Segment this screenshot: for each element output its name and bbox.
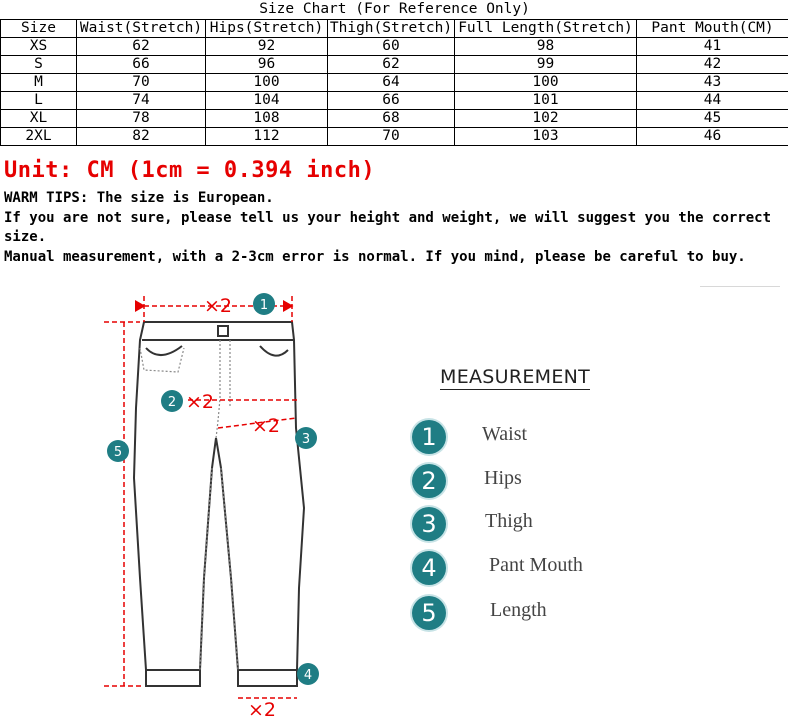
table-cell: 100 xyxy=(455,74,637,92)
table-cell: 66 xyxy=(328,92,455,110)
legend-label-hips: Hips xyxy=(484,467,522,489)
table-row xyxy=(1,56,788,74)
size-cell: S xyxy=(1,56,77,74)
table-cell: 41 xyxy=(637,38,788,56)
warm-tips-text: WARM TIPS: The size is European. xyxy=(4,190,274,206)
table-cell: 42 xyxy=(637,56,788,74)
table-cell: 62 xyxy=(77,38,206,56)
badge-waist xyxy=(253,293,275,315)
measurement-title: MEASUREMENT xyxy=(440,366,591,388)
legend-label-pant-mouth: Pant Mouth xyxy=(489,554,583,576)
size-cell: XS xyxy=(1,38,77,56)
svg-text:3: 3 xyxy=(301,432,311,447)
header-thigh: Thigh(Stretch) xyxy=(328,20,455,38)
table-cell: 74 xyxy=(77,92,206,110)
number-one-icon: 1 xyxy=(412,420,446,454)
table-cell: 103 xyxy=(455,128,637,146)
number-two-icon: 2 xyxy=(412,464,446,498)
table-cell: 101 xyxy=(455,92,637,110)
header-full-length: Full Length(Stretch) xyxy=(455,20,637,38)
manual-measurement-text: Manual measurement, with a 2-3cm error is normal. If you mind, please be careful to buy. xyxy=(4,248,746,265)
legend-label-thigh: Thigh xyxy=(485,510,533,532)
table-row xyxy=(1,74,788,92)
suggest-size-text: If you are not sure, please tell us your height and weight, we will suggest you the correct size. xyxy=(4,209,772,245)
table-row xyxy=(1,38,788,56)
table-cell: 70 xyxy=(328,128,455,146)
divider xyxy=(700,286,780,287)
size-cell: M xyxy=(1,74,77,92)
badge-length xyxy=(107,440,129,462)
table-row xyxy=(1,110,788,128)
hips-x2-label: ×2 xyxy=(186,391,215,413)
svg-text:4: 4 xyxy=(303,668,313,683)
table-cell: 99 xyxy=(455,56,637,74)
legend-label-length: Length xyxy=(490,599,547,621)
table-cell: 112 xyxy=(206,128,328,146)
table-cell: 64 xyxy=(328,74,455,92)
header-size: Size xyxy=(1,20,77,38)
table-cell: 46 xyxy=(637,128,788,146)
unit-note: Unit: CM (1cm = 0.394 inch) xyxy=(4,158,376,183)
table-cell: 96 xyxy=(206,56,328,74)
size-cell: XL xyxy=(1,110,77,128)
badge-hips xyxy=(161,390,183,412)
table-cell: 60 xyxy=(328,38,455,56)
svg-text:2: 2 xyxy=(167,395,177,410)
number-five-icon: 5 xyxy=(412,596,446,630)
table-cell: 104 xyxy=(206,92,328,110)
size-chart-caption: Size Chart (For Reference Only) xyxy=(1,0,788,20)
table-cell: 82 xyxy=(77,128,206,146)
table-cell: 98 xyxy=(455,38,637,56)
table-cell: 100 xyxy=(206,74,328,92)
table-cell: 68 xyxy=(328,110,455,128)
table-cell: 102 xyxy=(455,110,637,128)
header-hips: Hips(Stretch) xyxy=(206,20,328,38)
table-row xyxy=(1,92,788,110)
svg-text:5: 5 xyxy=(113,445,123,460)
legend-label-waist: Waist xyxy=(482,423,528,445)
pant-mouth-x2-label: ×2 xyxy=(248,699,277,721)
size-cell: 2XL xyxy=(1,128,77,146)
table-cell: 108 xyxy=(206,110,328,128)
size-cell: L xyxy=(1,92,77,110)
table-row xyxy=(1,128,788,146)
badge-thigh xyxy=(295,427,317,449)
number-three-icon: 3 xyxy=(412,507,446,541)
size-chart-table xyxy=(0,0,788,146)
table-cell: 62 xyxy=(328,56,455,74)
table-cell: 70 xyxy=(77,74,206,92)
jeans-diagram xyxy=(100,288,330,723)
number-four-icon: 4 xyxy=(412,551,446,585)
table-cell: 92 xyxy=(206,38,328,56)
header-waist: Waist(Stretch) xyxy=(77,20,206,38)
jeans-outline xyxy=(134,322,304,686)
thigh-x2-label: ×2 xyxy=(252,415,281,437)
tips-block xyxy=(4,189,784,267)
waist-x2-label: ×2 xyxy=(204,295,233,317)
header-pant-mouth: Pant Mouth(CM) xyxy=(637,20,788,38)
size-chart-header-row xyxy=(1,20,788,38)
badge-pant-mouth xyxy=(297,663,319,685)
table-cell: 66 xyxy=(77,56,206,74)
table-cell: 43 xyxy=(637,74,788,92)
table-cell: 44 xyxy=(637,92,788,110)
svg-text:1: 1 xyxy=(259,298,269,313)
table-cell: 45 xyxy=(637,110,788,128)
table-cell: 78 xyxy=(77,110,206,128)
